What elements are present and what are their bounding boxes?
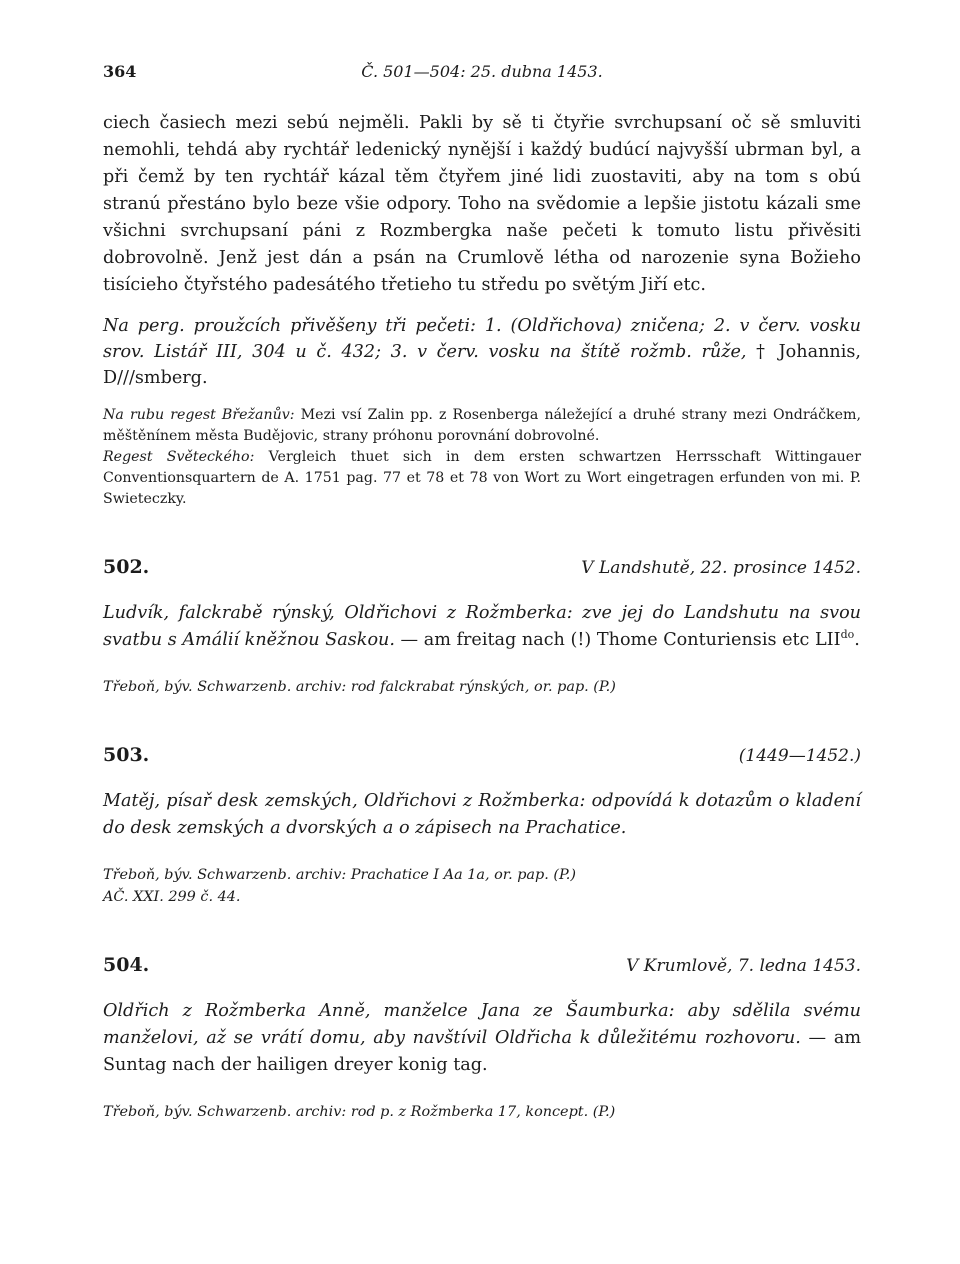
entry-date: V Landshutě, 22. prosince 1452. [581, 558, 861, 578]
entry-summary-roman: — am Suntag nach der hailigen dreyer konig tag. [103, 1028, 861, 1075]
entry-summary [103, 788, 861, 842]
entry-source-line: AČ. XXI. 299 č. 44. [103, 889, 241, 905]
regest-note-label: Regest Světeckého: [103, 449, 255, 465]
regest-note-swieteczky [103, 447, 861, 510]
entry-date: V Krumlově, 7. ledna 1453. [626, 956, 861, 976]
entry-summary-italic: Oldřich z Rožmberka Anně, manželce Jana ze Šaumburka: aby sdělila svému manželovi, až se vrátí domu, aby navštívil Oldřicha k důležitému rozhovoru. [103, 1001, 861, 1048]
regest-notes [103, 405, 861, 510]
entry-source: Třeboň, býv. Schwarzenb. archiv: rod p. z Rožmberka 17, koncept. (P.) [103, 1104, 616, 1120]
entry-503 [103, 744, 861, 908]
running-head [103, 62, 861, 90]
entry-head [103, 744, 861, 774]
entry-summary-italic: Matěj, písař desk zemských, Oldřichovi z Rožmberka: odpovídá k dotazům o kladení do desk zemských a dvorských a o zápisech na Prachatice. [103, 791, 861, 838]
entry-date: (1449—1452.) [738, 746, 861, 766]
regest-note-text: Vergleich thuet sich in dem ersten schwartzen Herrsschaft Wittingauer Conventionsquartern de A. 1751 pag. 77 et 78 et 78 von Wort zu Wort eingetragen erfunden von mi. P. Swieteczky. [103, 449, 861, 507]
page [103, 62, 861, 1123]
entry-source-line: Třeboň, býv. Schwarzenb. archiv: Prachatice I Aa 1a, or. pap. (P.) [103, 867, 576, 883]
page-number: 364 [103, 62, 137, 81]
entry-504 [103, 954, 861, 1123]
entry-502 [103, 556, 861, 698]
entry-summary-superscript: do [840, 628, 855, 642]
entry-summary [103, 998, 861, 1079]
entry-head [103, 954, 861, 984]
entry-number: 502. [103, 556, 150, 578]
entry-summary [103, 600, 861, 654]
running-title: Č. 501—504: 25. dubna 1453. [361, 62, 603, 81]
entry-summary-italic: Ludvík, falckrabě rýnský, Oldřichovi z Rožmberka: zve jej do Landshutu na svou svatbu s Amálií kněžnou Saskou. [103, 603, 861, 650]
continuation-text: ciech časiech mezi sebú nejměli. Pakli by sě ti čtyřie svrchupsaní oč sě smluviti nemohli, tehdá aby rychtář ledenický nynější i každý budúcí najvyšší ubrman byl, a při čemž by ten rychtář kázal těm čtyřem jiné lidi zuostaviti, aby na tom s obú stranú přestáno bylo beze všie odpory. Toho na svědomie a lepšie jistotu kázali sme všichni svrchupsaní páni z Rozmbergka naše pečeti k tomuto listu přivěsiti dobrovolně. Jenž jest dán a psán na Crumlově létha od narozenie syna Božieho tisícieho čtyřstého padesátého třetieho tu středu po světým Jiří etc. [103, 113, 861, 295]
entry-head [103, 556, 861, 586]
entry-number: 503. [103, 744, 150, 766]
entry-summary-roman: — am freitag nach (!) Thome Conturiensis etc LII [394, 630, 841, 650]
entry-summary-end: . [854, 630, 860, 650]
regest-note-label: Na rubu regest Břežanův: [103, 407, 295, 423]
regest-note-text: Mezi vsí Zalin pp. z Rosenberga náležející a druhé strany mezi Ondráčkem, měštěnínem města Budějovic, strany próhonu porovnání dobrovolné. [103, 407, 861, 444]
entry-source [103, 864, 861, 908]
seal-note-italic: Na perg. proužcích přivěšeny tři pečeti: 1. (Oldřichova) zničena; 2. v červ. vosku srov. Listář III, 304 u č. 432; 3. v červ. vosku na štítě rožmb. růže, [103, 316, 861, 362]
entry-number: 504. [103, 954, 150, 976]
entry-source: Třeboň, býv. Schwarzenb. archiv: rod falckrabat rýnských, or. pap. (P.) [103, 679, 616, 695]
regest-note-brezan [103, 405, 861, 447]
seal-note [103, 313, 861, 391]
seal-note-roman: † Johannis, D///smberg. [103, 342, 862, 388]
